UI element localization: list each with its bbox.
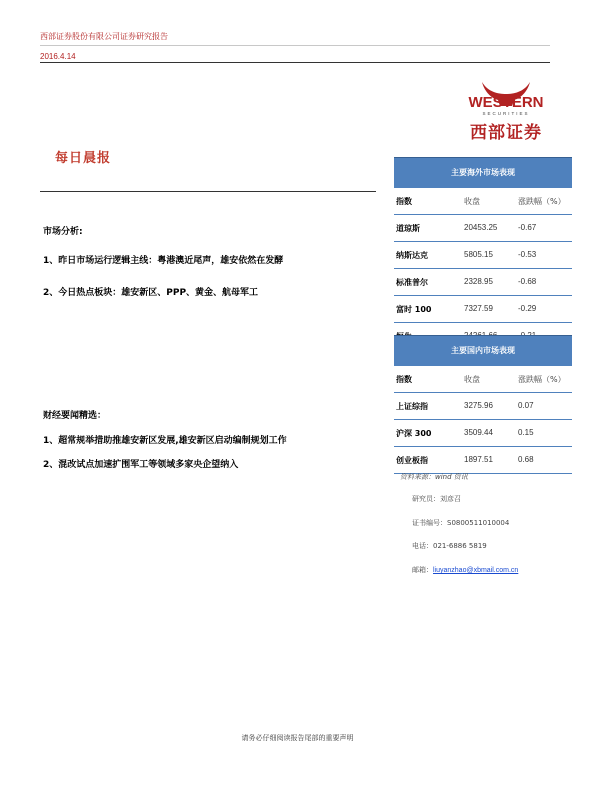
table-row — [394, 215, 572, 242]
change-value: -0.68 — [518, 277, 537, 286]
header-divider — [40, 45, 550, 46]
market-analysis-item-1: 1、昨日市场运行逻辑主线：粤港澳近尾声，雄安依然在发酵 — [43, 256, 284, 266]
header-date: 2016.4.14 — [40, 52, 76, 61]
index-name: 创业板指 — [396, 456, 428, 465]
table-row — [394, 420, 572, 447]
change-value: 0.15 — [518, 428, 534, 437]
col-header-close: 收盘 — [464, 197, 480, 206]
change-value: 0.68 — [518, 455, 534, 464]
change-value: -0.29 — [518, 304, 537, 313]
close-value: 5805.15 — [464, 250, 493, 259]
logo-chinese: 西部证券 — [470, 123, 542, 143]
domestic-market-table — [394, 335, 572, 474]
title-underline — [40, 191, 376, 192]
close-value: 7327.59 — [464, 304, 493, 313]
market-analysis-heading: 市场分析: — [43, 227, 83, 237]
overseas-table-title: 主要海外市场表现 — [394, 157, 572, 188]
index-name: 道琼斯 — [396, 224, 420, 233]
change-value: -0.53 — [518, 250, 537, 259]
overseas-table-header — [394, 188, 572, 215]
col-header-index: 指数 — [396, 197, 412, 206]
analyst-name: 研究员：刘彦召 — [412, 495, 461, 503]
index-name: 沪深 300 — [396, 429, 432, 438]
change-value: 0.07 — [518, 401, 534, 410]
domestic-table-title: 主要国内市场表现 — [394, 335, 572, 366]
phone-number: 电话：021-6886 5819 — [412, 542, 487, 550]
news-item-2: 2、混改试点加速扩围军工等领域多家央企望纳入 — [43, 460, 239, 470]
index-name: 纳斯达克 — [396, 251, 428, 260]
col-header-change: 涨跌幅（%） — [518, 197, 566, 206]
news-heading: 财经要闻精选： — [43, 411, 107, 421]
footer-disclaimer: 请务必仔细阅读报告尾部的重要声明 — [241, 734, 354, 742]
table-row — [394, 296, 572, 323]
market-analysis-item-2: 2、今日热点板块：雄安新区、PPP、黄金、航母军工 — [43, 288, 259, 298]
index-name: 上证综指 — [396, 402, 428, 411]
col-header-change: 涨跌幅（%） — [518, 375, 566, 384]
close-value: 20453.25 — [464, 223, 498, 232]
table-row — [394, 269, 572, 296]
table-row — [394, 393, 572, 420]
email-line — [412, 565, 518, 575]
email-link[interactable]: liuyanzhao@xbmail.com.cn — [433, 567, 519, 574]
close-value: 3275.96 — [464, 401, 493, 410]
report-title: 每日晨报 — [55, 151, 112, 166]
close-value: 3509.44 — [464, 428, 493, 437]
data-source: 资料来源：wind 资讯 — [400, 473, 468, 481]
logo-subtitle: SECURITIES — [482, 111, 530, 116]
table-row — [394, 447, 572, 474]
close-value: 2328.95 — [464, 277, 493, 286]
certificate-number: 证书编号：S0800511010004 — [412, 519, 510, 527]
change-value: -0.67 — [518, 223, 537, 232]
overseas-market-table — [394, 157, 572, 350]
news-item-1: 1、超常规举措助推雄安新区发展,雄安新区启动编制规划工作 — [43, 436, 287, 446]
index-name: 标准普尔 — [396, 278, 428, 287]
index-name: 富时 100 — [396, 305, 432, 314]
table-row — [394, 242, 572, 269]
logo-english: WESTERN — [468, 94, 544, 111]
domestic-table-header — [394, 366, 572, 393]
header-divider-bold — [40, 62, 550, 63]
col-header-close: 收盘 — [464, 375, 480, 384]
header-company-name: 西部证券股份有限公司证券研究报告 — [40, 32, 168, 41]
email-label: 邮箱： — [412, 566, 433, 574]
col-header-index: 指数 — [396, 375, 412, 384]
close-value: 1897.51 — [464, 455, 493, 464]
